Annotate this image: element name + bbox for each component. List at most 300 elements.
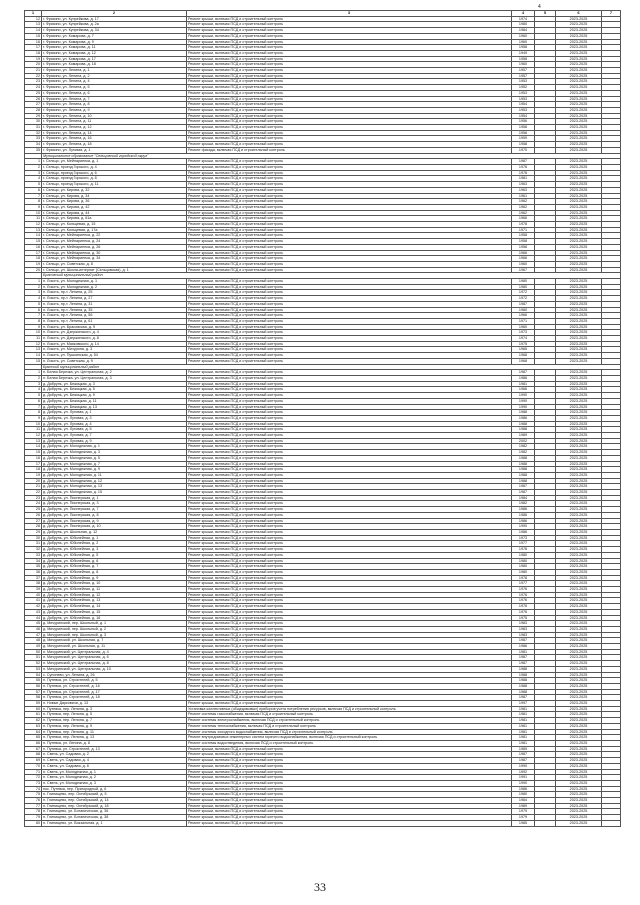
build-year-cell: 1989 — [512, 746, 535, 752]
work-type-cell: Ремонт крыши, включая ПСД и строительный контроль — [187, 666, 512, 672]
build-year-cell: 1990 — [512, 404, 535, 410]
build-year-cell: 1977 — [512, 541, 535, 547]
row-number-cell: 69 — [25, 758, 42, 764]
period-cell: 2023-2025 — [556, 587, 602, 593]
address-cell: д. Добрунь, ул. Юбилейная, д. 1 — [42, 535, 187, 541]
row-number-cell: 34 — [25, 142, 42, 148]
build-year-cell: 1983 — [512, 626, 535, 632]
build-year-cell: 1974 — [512, 16, 535, 22]
build-year-cell: 1976 — [512, 598, 535, 604]
address-cell: п. Белая Березка, ул. Центральная, д. 3 — [42, 376, 187, 382]
address-cell: п. Мичуринский, ул. Центральная, д. 4 — [42, 649, 187, 655]
address-cell: д. Добрунь, ул. Луговая, д. 9 — [42, 438, 187, 444]
section-title: Брасовский муниципальный район — [42, 273, 621, 279]
address-cell: д. Добрунь, ул. Юбилейная, д. 9 — [42, 575, 187, 581]
row-number-cell: 12 — [25, 222, 42, 228]
build-year-cell: 1965 — [512, 347, 535, 353]
address-cell: д. Добрунь, ул. Пионерская, д. 1 — [42, 495, 187, 501]
row-number-cell: 50 — [25, 649, 42, 655]
build-year-cell: 1968 — [512, 358, 535, 364]
period-cell: 2023-2025 — [556, 529, 602, 535]
period-cell: 2023-2025 — [556, 621, 602, 627]
period-cell: 2023-2025 — [556, 803, 602, 809]
build-year-cell: 1960 — [512, 39, 535, 45]
address-cell: п. Путевка, ул. Строителей, д. 5 — [42, 678, 187, 684]
build-year-cell: 1982 — [512, 501, 535, 507]
work-type-cell: Ремонт крыши, включая ПСД и строительный контроль — [187, 358, 512, 364]
build-year-cell: 1987 — [512, 655, 535, 661]
work-type-cell: Ремонт крыши, включая ПСД и строительный контроль — [187, 313, 512, 319]
row-number-cell: 7 — [25, 404, 42, 410]
row-number-cell: 14 — [25, 28, 42, 34]
build-year-cell: 1953 — [512, 96, 535, 102]
build-year-cell: 1976 — [512, 592, 535, 598]
build-year-cell: 1980 — [512, 279, 535, 285]
row-number-cell: 15 — [25, 450, 42, 456]
row-number-cell: 9 — [25, 204, 42, 210]
work-type-cell: Ремонт крыши, включая ПСД и строительный контроль — [187, 404, 512, 410]
build-year-cell: 1981 — [512, 706, 535, 712]
build-year-cell: 1987 — [512, 661, 535, 667]
row-number-cell: 2 — [25, 376, 42, 382]
period-cell: 2023-2025 — [556, 318, 602, 324]
work-type-cell: Ремонт крыши, включая ПСД и строительный контроль — [187, 336, 512, 342]
row-number-cell: 17 — [25, 461, 42, 467]
work-type-cell: Ремонт крыши, включая ПСД и строительный контроль — [187, 621, 512, 627]
period-cell: 2023-2025 — [556, 164, 602, 170]
work-type-cell: Ремонт крыши, включая ПСД и строительный контроль — [187, 381, 512, 387]
build-year-cell: 1981 — [512, 176, 535, 182]
build-year-cell: 1980 — [512, 564, 535, 570]
period-cell: 2023-2025 — [556, 427, 602, 433]
build-year-cell: 1961 — [512, 193, 535, 199]
row-number-cell: 47 — [25, 632, 42, 638]
build-year-cell: 1958 — [512, 45, 535, 51]
period-cell: 2023-2025 — [556, 672, 602, 678]
address-cell: п. Локоть, ул. Дзержинского, д. 4 — [42, 330, 187, 336]
build-year-cell: 1953 — [512, 79, 535, 85]
build-year-cell: 1986 — [512, 415, 535, 421]
row-number-cell: 56 — [25, 683, 42, 689]
build-year-cell: 1988 — [512, 678, 535, 684]
row-number-cell: 12 — [25, 341, 42, 347]
work-type-cell: Ремонт крыши, включая ПСД и строительный контроль — [187, 16, 512, 22]
address-cell: г. Сельцо, ул. Кольцевая, д. 15 — [42, 222, 187, 228]
build-year-cell: 1989 — [512, 433, 535, 439]
build-year-cell: 1990 — [512, 398, 535, 404]
row-number-cell: 5 — [25, 182, 42, 188]
address-cell: г. Фрязино, ул. Ленина, д. 11 — [42, 119, 187, 125]
row-number-cell: 11 — [25, 216, 42, 222]
build-year-cell: 1978 — [512, 575, 535, 581]
address-cell: п. Путевка, пер. Ленина, д. 9 — [42, 723, 187, 729]
row-number-cell: 5 — [25, 393, 42, 399]
period-cell: 2023-2025 — [556, 467, 602, 473]
address-cell: п. Глинищево, пер. Октябрьский, д. 5 — [42, 792, 187, 798]
row-number-cell: 7 — [25, 193, 42, 199]
period-cell: 2023-2025 — [556, 250, 602, 256]
address-cell: д. Мичуринский, пер. Школьный, д. 1 — [42, 621, 187, 627]
period-cell: 2023-2025 — [556, 592, 602, 598]
build-year-cell: 1991 — [512, 775, 535, 781]
row-number-cell: 8 — [25, 199, 42, 205]
build-year-cell: 1978 — [512, 222, 535, 228]
work-type-cell: Ремонт крыши, включая ПСД и строительный контроль — [187, 655, 512, 661]
period-cell: 2023-2025 — [556, 96, 602, 102]
build-year-cell: 1973 — [512, 535, 535, 541]
header-col-3: 3 — [187, 11, 512, 17]
row-number-cell: 23 — [25, 79, 42, 85]
address-cell: п. Путевка, ул. Строителей, д. 17 — [42, 689, 187, 695]
build-year-cell: 1953 — [512, 90, 535, 96]
row-number-cell: 2 — [25, 164, 42, 170]
row-number-cell: 28 — [25, 107, 42, 113]
work-type-cell: Ремонт крыши, включая ПСД и строительный контроль — [187, 130, 512, 136]
build-year-cell: 1982 — [512, 444, 535, 450]
address-cell: п. Локоть, ул. Молодежная, д. 1 — [42, 279, 187, 285]
address-cell: д. Добрунь, ул. Молодежная, д. 12 — [42, 478, 187, 484]
build-year-cell: 1974 — [512, 336, 535, 342]
period-cell: 2023-2025 — [556, 22, 602, 28]
period-cell: 2023-2025 — [556, 695, 602, 701]
build-year-cell: 1959 — [512, 136, 535, 142]
build-year-cell: 1966 — [512, 256, 535, 262]
period-cell: 2023-2025 — [556, 792, 602, 798]
build-year-cell: 1976 — [512, 164, 535, 170]
build-year-cell: 1962 — [512, 210, 535, 216]
period-cell: 2023-2025 — [556, 575, 602, 581]
work-type-cell: Ремонт крыши, включая ПСД и строительный контроль — [187, 815, 512, 821]
row-number-cell: 18 — [25, 50, 42, 56]
build-year-cell: 1992 — [512, 769, 535, 775]
work-type-cell: Ремонт крыши, включая ПСД и строительный контроль — [187, 752, 512, 758]
period-cell: 2023-2025 — [556, 216, 602, 222]
period-cell: 2023-2025 — [556, 381, 602, 387]
address-cell: г. Сельцо, ул. Мейпариенка, д. 30 — [42, 250, 187, 256]
work-type-cell: Ремонт крыши, включая ПСД и строительный контроль — [187, 301, 512, 307]
period-cell: 2023-2025 — [556, 455, 602, 461]
period-cell: 2023-2025 — [556, 615, 602, 621]
build-year-cell: 1987 — [512, 484, 535, 490]
build-year-cell: 1988 — [512, 478, 535, 484]
row-number-cell: 8 — [25, 318, 42, 324]
period-cell: 2023-2025 — [556, 809, 602, 815]
period-cell: 2023-2025 — [556, 358, 602, 364]
period-cell: 2023-2025 — [556, 387, 602, 393]
row-number-cell: 10 — [25, 421, 42, 427]
work-type-cell: Ремонт крыши, включая ПСД и строительный контроль — [187, 182, 512, 188]
work-type-cell: Ремонт системы электроснабжения, включая ПСД и строительный контроль — [187, 718, 512, 724]
build-year-cell: 1990 — [512, 780, 535, 786]
period-cell: 2023-2025 — [556, 450, 602, 456]
period-cell: 2023-2025 — [556, 815, 602, 821]
period-cell: 2023-2025 — [556, 307, 602, 313]
period-cell: 2023-2025 — [556, 655, 602, 661]
row-number-cell: 52 — [25, 661, 42, 667]
build-year-cell: 1988 — [512, 461, 535, 467]
page-number: 33 — [314, 880, 326, 894]
row-number-cell: 25 — [25, 90, 42, 96]
work-type-cell: Ремонт крыши, включая ПСД и строительный контроль — [187, 587, 512, 593]
work-type-cell: Ремонт крыши, включая ПСД и строительный контроль — [187, 581, 512, 587]
address-cell: г. Сельцо, проезд Горького, д. 8 — [42, 176, 187, 182]
row-number-cell: 16 — [25, 39, 42, 45]
address-cell: п. Мичуринский, ул. Центральная, д. 8 — [42, 661, 187, 667]
row-number-cell: 3 — [25, 290, 42, 296]
period-cell: 2023-2025 — [556, 581, 602, 587]
address-cell: п. Свень, ул. Молодежная, д. 1 — [42, 769, 187, 775]
address-cell: д. Добрунь, ул. Юбилейная, д. 14 — [42, 604, 187, 610]
address-cell: г. Фрязино, ул. Комарова, д. 11 — [42, 45, 187, 51]
period-cell: 2023-2025 — [556, 752, 602, 758]
period-cell: 2023-2025 — [556, 90, 602, 96]
address-cell: п. Глинищево, пер. Октябрьский, д. 14 — [42, 798, 187, 804]
period-cell: 2023-2025 — [556, 683, 602, 689]
header-col-2: 2 — [42, 11, 187, 17]
period-cell: 2023-2025 — [556, 147, 602, 153]
period-cell: 2023-2025 — [556, 718, 602, 724]
row-number-cell: 2 — [25, 284, 42, 290]
work-type-cell: Ремонт крыши, включая ПСД и строительный контроль — [187, 769, 512, 775]
period-cell: 2023-2025 — [556, 626, 602, 632]
build-year-cell: 1977 — [512, 581, 535, 587]
period-cell: 2023-2025 — [556, 775, 602, 781]
work-type-cell: Ремонт крыши, включая ПСД и строительный контроль — [187, 529, 512, 535]
build-year-cell: 1970 — [512, 147, 535, 153]
row-number-cell: 17 — [25, 45, 42, 51]
address-cell: д. Добрунь, ул. Пионерская, д. 7 — [42, 507, 187, 513]
work-type-cell: Ремонт крыши, включая ПСД и строительный контроль — [187, 176, 512, 182]
row-number-cell: 49 — [25, 644, 42, 650]
period-cell: 2023-2025 — [556, 324, 602, 330]
address-cell: д. Добрунь, ул. Пионерская, д. 9 — [42, 518, 187, 524]
address-cell: д. Мичуринский, ул. Школьная, д. 7 — [42, 638, 187, 644]
period-cell: 2023-2025 — [556, 79, 602, 85]
row-number-cell: 1 — [25, 370, 42, 376]
period-cell: 2023-2025 — [556, 102, 602, 108]
address-cell: п. Локоть, ул. Мичурина, д. 3 — [42, 347, 187, 353]
build-year-cell: 1986 — [512, 376, 535, 382]
period-cell: 2023-2025 — [556, 769, 602, 775]
row-number-cell: 10 — [25, 210, 42, 216]
row-number-cell: 37 — [25, 575, 42, 581]
build-year-cell: 1966 — [512, 216, 535, 222]
row-number-cell: 20 — [25, 267, 42, 273]
row-number-cell: 14 — [25, 233, 42, 239]
row-number-cell: 27 — [25, 518, 42, 524]
row-number-cell: 13 — [25, 347, 42, 353]
work-type-cell: Ремонт крыши, включая ПСД и строительный контроль — [187, 239, 512, 245]
build-year-cell: 1968 — [512, 353, 535, 359]
address-cell: п. Локоть, пр-т. Ленина, д. 35 — [42, 307, 187, 313]
work-type-cell: Ремонт крыши, включая ПСД и строительный контроль — [187, 330, 512, 336]
work-type-cell: Ремонт крыши, включая ПСД и строительный контроль — [187, 678, 512, 684]
address-cell: д. Добрунь, ул. Юбилейная, д. 8 — [42, 569, 187, 575]
build-year-cell: 1981 — [512, 381, 535, 387]
period-cell: 2023-2025 — [556, 729, 602, 735]
period-cell: 2023-2025 — [556, 638, 602, 644]
work-type-cell: Ремонт крыши, включая ПСД и строительный контроль — [187, 512, 512, 518]
build-year-cell: 1960 — [512, 324, 535, 330]
address-cell: п. Путевка, пер. Ленина, д. 13 — [42, 735, 187, 741]
work-type-cell: Ремонт крыши, включая ПСД и строительный контроль — [187, 450, 512, 456]
row-number-cell: 45 — [25, 621, 42, 627]
work-type-cell: Ремонт крыши, включая ПСД и строительный контроль — [187, 39, 512, 45]
work-type-cell: Ремонт крыши, включая ПСД и строительный контроль — [187, 79, 512, 85]
address-cell: п. Новые Дарковичи, д. 13 — [42, 701, 187, 707]
row-number-cell: 73 — [25, 780, 42, 786]
work-type-cell: Ремонт крыши, включая ПСД и строительный контроль — [187, 90, 512, 96]
build-year-cell: 1971 — [512, 318, 535, 324]
period-cell: 2023-2025 — [556, 301, 602, 307]
row-number-cell: 40 — [25, 592, 42, 598]
build-year-cell: 1949 — [512, 50, 535, 56]
work-type-cell: Ремонт крыши, включая ПСД и строительный контроль — [187, 142, 512, 148]
address-cell: д. Добрунь, ул. Юбилейная, д. 11 — [42, 587, 187, 593]
empty-col-5-cell — [535, 820, 556, 826]
address-cell: г. Сельцо, ул. Кирова, д. 36 — [42, 199, 187, 205]
work-type-cell: Ремонт крыши, включая ПСД и строительный контроль — [187, 393, 512, 399]
address-cell: д. Добрунь, ул. Луговая, д. 7 — [42, 433, 187, 439]
period-cell: 2023-2025 — [556, 341, 602, 347]
row-number-cell: 4 — [25, 296, 42, 302]
build-year-cell: 1988 — [512, 683, 535, 689]
work-type-cell: Ремонт крыши, включая ПСД и строительный контроль — [187, 159, 512, 165]
period-cell: 2023-2025 — [556, 296, 602, 302]
period-cell: 2023-2025 — [556, 347, 602, 353]
period-cell: 2023-2025 — [556, 512, 602, 518]
address-cell: д. Добрунь, ул. Бежицкая, д. 13 — [42, 404, 187, 410]
row-number-cell: 13 — [25, 227, 42, 233]
row-number-cell: 8 — [25, 410, 42, 416]
work-type-cell: Ремонт крыши, включая ПСД и строительный контроль — [187, 427, 512, 433]
period-cell: 2023-2025 — [556, 763, 602, 769]
address-cell: г. Фрязино, ул. Ленина, д. 1 — [42, 68, 187, 74]
address-cell: п. Путевка, ул. Строителей, д. 13 — [42, 746, 187, 752]
work-type-cell: Ремонт крыши, включая ПСД и строительный контроль — [187, 62, 512, 68]
row-number-cell: 29 — [25, 529, 42, 535]
row-number-cell: 63 — [25, 723, 42, 729]
work-type-cell: Ремонт крыши, включая ПСД и строительный контроль — [187, 444, 512, 450]
work-type-cell: Ремонт крыши, включая ПСД и строительный контроль — [187, 695, 512, 701]
address-cell: д. Добрунь, ул. Школьная, д. 12 — [42, 529, 187, 535]
work-type-cell: Ремонт крыши, включая ПСД и строительный контроль — [187, 113, 512, 119]
period-cell: 2023-2025 — [556, 142, 602, 148]
address-cell: г. Сельцо, ул. Кирова, д. 42 — [42, 204, 187, 210]
row-number-cell: 71 — [25, 769, 42, 775]
period-cell: 2023-2025 — [556, 267, 602, 273]
address-cell: г. Фрязино, ул. Комарова, д. 18 — [42, 62, 187, 68]
work-type-cell: Ремонт крыши, включая ПСД и строительный контроль — [187, 701, 512, 707]
period-cell: 2023-2025 — [556, 746, 602, 752]
work-type-cell: Ремонт крыши, включая ПСД и строительный контроль — [187, 324, 512, 330]
row-number-cell: 1 — [25, 279, 42, 285]
work-type-cell: Ремонт крыши, включая ПСД и строительный контроль — [187, 227, 512, 233]
work-type-cell: Ремонт крыши, включая ПСД и строительный контроль — [187, 438, 512, 444]
row-number-cell: 53 — [25, 666, 42, 672]
period-cell: 2023-2025 — [556, 16, 602, 22]
period-cell: 2023-2025 — [556, 33, 602, 39]
row-number-cell: 17 — [25, 250, 42, 256]
row-number-cell: 23 — [25, 495, 42, 501]
period-cell: 2023-2025 — [556, 535, 602, 541]
header-col-5: 5 — [535, 11, 556, 17]
address-cell: д. Добрунь, ул. Юбилейная, д. 12 — [42, 592, 187, 598]
row-number-cell: 18 — [25, 256, 42, 262]
period-cell: 2023-2025 — [556, 284, 602, 290]
address-cell: д. Добрунь, ул. Луговая, д. 3 — [42, 415, 187, 421]
period-cell: 2023-2025 — [556, 170, 602, 176]
row-number-cell: 30 — [25, 535, 42, 541]
address-cell: г. Фрязино, ул. Купрейкова, д. 17 — [42, 16, 187, 22]
address-cell: п. Локоть, пр-т. Ленина, д. 25 — [42, 290, 187, 296]
address-cell: д. Добрунь, ул. Молодежная, д. 3 — [42, 450, 187, 456]
build-year-cell: 1972 — [512, 290, 535, 296]
row-number-cell: 75 — [25, 792, 42, 798]
build-year-cell: 1980 — [512, 552, 535, 558]
build-year-cell: 1990 — [512, 393, 535, 399]
work-type-cell: Ремонт крыши, включая ПСД и строительный контроль — [187, 746, 512, 752]
build-year-cell: 1984 — [512, 495, 535, 501]
work-type-cell: Ремонт крыши, включая ПСД и строительный контроль — [187, 398, 512, 404]
address-cell: п. Глинищево, ул. Ботаническая, д. 36 — [42, 809, 187, 815]
build-year-cell: 1958 — [512, 244, 535, 250]
period-cell: 2023-2025 — [556, 187, 602, 193]
row-number-cell: 48 — [25, 638, 42, 644]
period-cell: 2023-2025 — [556, 701, 602, 707]
period-cell: 2023-2025 — [556, 421, 602, 427]
row-number-cell: 22 — [25, 73, 42, 79]
address-cell: д. Добрунь, ул. Бежицкая, д. 11 — [42, 398, 187, 404]
build-year-cell: 1988 — [512, 672, 535, 678]
table-body — [25, 16, 621, 826]
work-type-cell: Ремонт крыши, включая ПСД и строительный контроль — [187, 370, 512, 376]
row-number-cell: 74 — [25, 786, 42, 792]
work-type-cell: Ремонт крыши, включая ПСД и строительный контроль — [187, 136, 512, 142]
build-year-cell: 1958 — [512, 239, 535, 245]
period-cell: 2023-2025 — [556, 415, 602, 421]
period-cell: 2023-2025 — [556, 222, 602, 228]
build-year-cell: 1957 — [512, 68, 535, 74]
build-year-cell: 1984 — [512, 28, 535, 34]
build-year-cell: 1987 — [512, 370, 535, 376]
work-type-cell: Ремонт крыши, включая ПСД и строительный контроль — [187, 204, 512, 210]
work-type-cell: Ремонт крыши, включая ПСД и строительный контроль — [187, 107, 512, 113]
row-number-cell: 67 — [25, 746, 42, 752]
address-cell: д. Добрунь, ул. Бежицкая, д. 5 — [42, 387, 187, 393]
work-type-cell: Ремонт крыши, включая ПСД и строительный контроль — [187, 786, 512, 792]
work-type-cell: Ремонт крыши, включая ПСД и строительный контроль — [187, 68, 512, 74]
row-number-cell: 68 — [25, 752, 42, 758]
address-cell: п. Путевка, пер. Ленина, д. 7 — [42, 718, 187, 724]
build-year-cell: 1989 — [512, 803, 535, 809]
row-number-cell: 26 — [25, 512, 42, 518]
address-cell: г. Фрязино, ул. Ленина, д. 6 — [42, 90, 187, 96]
address-cell: г. Сельцо, проезд Горького, д. 11 — [42, 182, 187, 188]
build-year-cell: 1956 — [512, 130, 535, 136]
row-number-cell: 12 — [25, 433, 42, 439]
address-cell: г. Сельцо, ул. Мейпариенка, д. 1 — [42, 159, 187, 165]
build-year-cell: 1987 — [512, 159, 535, 165]
work-type-cell: Ремонт крыши, включая ПСД и строительный контроль — [187, 758, 512, 764]
build-year-cell: 1978 — [512, 170, 535, 176]
work-type-cell: Ремонт крыши, включая ПСД и строительный контроль — [187, 307, 512, 313]
work-type-cell: Ремонт крыши, включая ПСД и строительный контроль — [187, 780, 512, 786]
work-type-cell: Ремонт крыши, включая ПСД и строительный контроль — [187, 341, 512, 347]
address-cell: п. Путевка, ул. Ленина, д. 8 — [42, 741, 187, 747]
row-number-cell: 58 — [25, 695, 42, 701]
address-cell: п. Путевка, пер. Ленина, д. 11 — [42, 729, 187, 735]
